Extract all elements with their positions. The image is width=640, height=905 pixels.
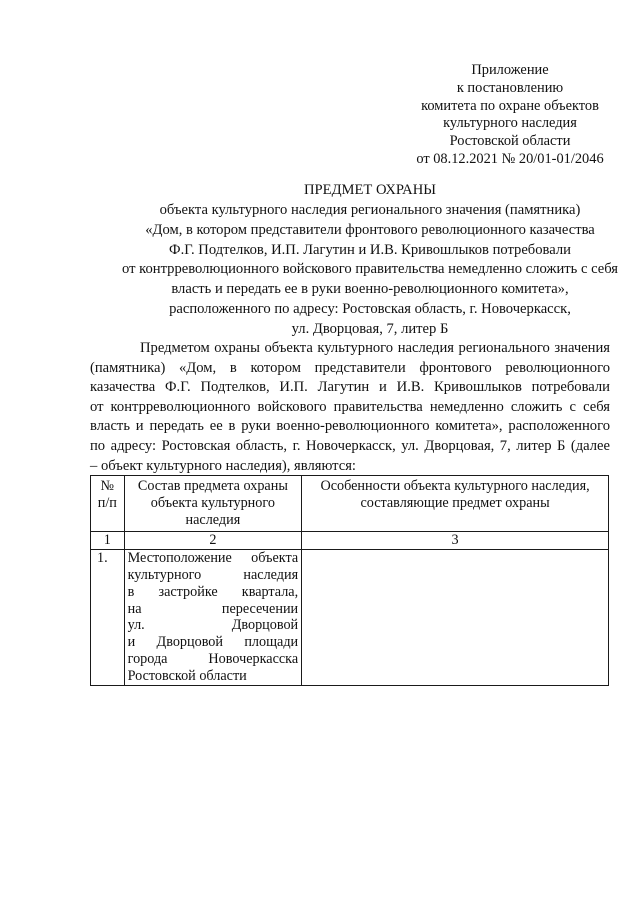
row-number: 1. [91, 550, 125, 685]
header-composition: Состав предмета охраны объекта культурного наследия [124, 476, 302, 532]
table-row [91, 550, 609, 685]
subtitle-line: Ф.Г. Подтелков, И.П. Лагутин и И.В. Кривошлыков потребовали [169, 241, 571, 258]
composition-line: ул. Дворцовой [127, 617, 299, 634]
column-number: 3 [302, 532, 609, 550]
subtitle-line: власть и передать ее в руки военно-революционного комитета», [171, 281, 569, 298]
column-number-row [91, 532, 609, 550]
composition-line: Ростовской области [127, 667, 247, 684]
paragraph-line: (памятника) «Дом, в котором представители фронтового революционного [90, 359, 610, 376]
appendix-line: к постановлению [456, 79, 564, 96]
row-features [302, 550, 609, 685]
column-number: 2 [124, 532, 302, 550]
document-subtitle [0, 201, 640, 340]
body-paragraph [90, 339, 610, 476]
subtitle-line: расположенного по адресу: Ростовская область, г. Новочеркасск, [169, 300, 571, 317]
subtitle-line: ул. Дворцовая, 7, литер Б [291, 320, 449, 337]
subtitle-line: объекта культурного наследия регионального значения (памятника) [159, 202, 581, 218]
document-title: ПРЕДМЕТ ОХРАНЫ [304, 182, 436, 198]
column-number: 1 [91, 532, 125, 550]
appendix-line: комитета по охране объектов [421, 97, 599, 114]
subtitle-line: от контрреволюционного войскового правительства немедленно сложить с себя [122, 261, 618, 278]
composition-line: культурного наследия [127, 566, 299, 583]
row-composition [124, 550, 302, 685]
subtitle-line: «Дом, в котором представители фронтового революционного казачества [145, 221, 595, 238]
appendix-line: от 08.12.2021 № 20/01-01/2046 [416, 150, 604, 167]
appendix-line: культурного наследия [443, 115, 577, 132]
appendix-line: Ростовской области [449, 133, 571, 150]
header-number: № п/п [91, 476, 125, 532]
composition-line: и Дворцовой площади [127, 634, 299, 651]
composition-line: Местоположение объекта [127, 550, 299, 567]
paragraph-line: по адресу: Ростовская область, г. Новочеркасск, ул. Дворцовая, 7, литер Б (далее [90, 437, 610, 454]
paragraph-line: власть и передать ее в руки военно-революционного комитета», расположенного [90, 418, 610, 435]
appendix-line: Приложение [471, 62, 549, 78]
paragraph-line: казачества Ф.Г. Подтелков, И.П. Лагутин и И.В. Кривошлыков потребовали [90, 379, 610, 396]
appendix-header [400, 62, 620, 169]
composition-line: на пересечении [127, 600, 299, 617]
composition-line: города Новочеркасска [127, 650, 299, 667]
table-header-row [91, 476, 609, 532]
paragraph-line: от контрреволюционного войскового правительства немедленно сложить с себя [90, 398, 610, 415]
protection-table [90, 475, 609, 686]
paragraph-line: – объект культурного наследия), являются: [90, 457, 356, 474]
header-features: Особенности объекта культурного наследия, составляющие предмет охраны [302, 476, 609, 532]
composition-line: в застройке квартала, [127, 583, 299, 600]
paragraph-line: Предметом охраны объекта культурного наследия регионального значения [140, 340, 610, 356]
